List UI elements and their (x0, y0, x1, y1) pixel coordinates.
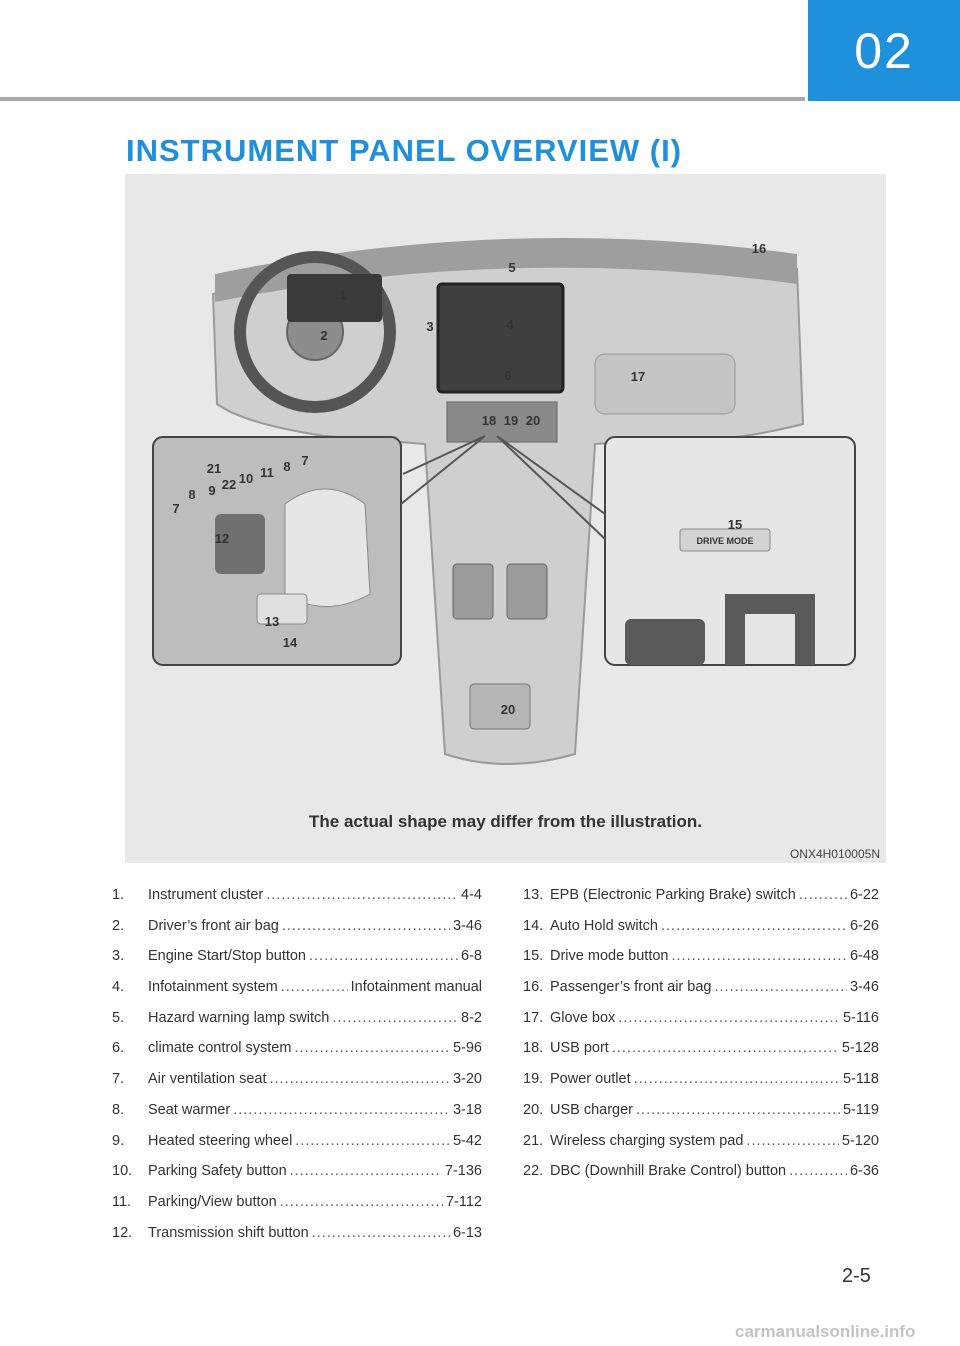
instrument-panel-illustration (125, 174, 886, 863)
callout-10: 10 (238, 471, 254, 486)
legend-item: 5. Hazard warning lamp switch ..... 8-2 (112, 1010, 482, 1041)
callout-19: 19 (503, 413, 519, 428)
legend-list-left (112, 887, 482, 1255)
callout-9: 9 (208, 483, 216, 498)
callout-4: 4 (506, 317, 514, 332)
callout-8: 8 (283, 459, 291, 474)
callout-3: 3 (426, 319, 434, 334)
legend-item: 13. EPB (Electronic Parking Brake) switch ..... 6-22 (523, 887, 879, 918)
legend-item: 7. Air ventilation seat ..... 3-20 (112, 1071, 482, 1102)
callout-18: 18 (481, 413, 497, 428)
legend-item: 2. Driver’s front air bag ..... 3-46 (112, 918, 482, 949)
figure-caption: The actual shape may differ from the illustration. (309, 812, 702, 831)
callout-6: 6 (504, 368, 512, 383)
callout-12: 12 (214, 531, 230, 546)
header-rule (0, 97, 805, 101)
drive-mode-label: DRIVE MODE (696, 536, 754, 546)
legend-item: 3. Engine Start/Stop button ..... 6-8 (112, 948, 482, 979)
callout-20b: 20 (500, 702, 516, 717)
legend-item: 20. USB charger ..... 5-119 (523, 1102, 879, 1133)
legend-item: 18. USB port ..... 5-128 (523, 1040, 879, 1071)
legend-item: 19. Power outlet ..... 5-118 (523, 1071, 879, 1102)
figure-code: ONX4H010005N (789, 847, 880, 861)
legend-item: 21. Wireless charging system pad ..... 5-120 (523, 1133, 879, 1164)
callout-2: 2 (320, 328, 328, 343)
callout-1: 1 (339, 287, 347, 302)
callout-8b: 8 (188, 487, 196, 502)
callout-15: 15 (727, 517, 743, 532)
callout-7: 7 (301, 453, 309, 468)
callout-17: 17 (630, 369, 646, 384)
callout-20: 20 (525, 413, 541, 428)
legend-item: 12. Transmission shift button ..... 6-13 (112, 1225, 482, 1256)
callout-21: 21 (206, 461, 222, 476)
legend-item: 9. Heated steering wheel ..... 5-42 (112, 1133, 482, 1164)
legend-item: 11. Parking/View button ..... 7-112 (112, 1194, 482, 1225)
legend-item: 6. climate control system ..... 5-96 (112, 1040, 482, 1071)
watermark: carmanualsonline.info (735, 1322, 916, 1341)
callout-11: 11 (260, 465, 274, 480)
callout-5: 5 (508, 260, 516, 275)
legend-list-right (523, 887, 879, 1194)
legend-item: 8. Seat warmer ..... 3-18 (112, 1102, 482, 1133)
callout-7b: 7 (172, 501, 180, 516)
legend-item: 17. Glove box ..... 5-116 (523, 1010, 879, 1041)
callout-16: 16 (751, 241, 767, 256)
legend-item: 4. Infotainment system ..... Infotainment manual (112, 979, 482, 1010)
legend-item: 14. Auto Hold switch ..... 6-26 (523, 918, 879, 949)
legend-item: 16. Passenger’s front air bag ..... 3-46 (523, 979, 879, 1010)
callout-22: 22 (221, 477, 237, 492)
page-number: 2-5 (842, 1265, 871, 1287)
callout-14: 14 (282, 635, 298, 650)
legend-item: 1. Instrument cluster ..... 4-4 (112, 887, 482, 918)
section-title: INSTRUMENT PANEL OVERVIEW (I) (126, 133, 683, 168)
legend-item: 22. DBC (Downhill Brake Control) button ..... 6-36 (523, 1163, 879, 1194)
legend-item: 15. Drive mode button ..... 6-48 (523, 948, 879, 979)
dashboard-drawing (125, 174, 886, 863)
chapter-tab: 02 (808, 0, 960, 101)
callout-13: 13 (264, 614, 280, 629)
legend-item: 10. Parking Safety button ..... 7-136 (112, 1163, 482, 1194)
